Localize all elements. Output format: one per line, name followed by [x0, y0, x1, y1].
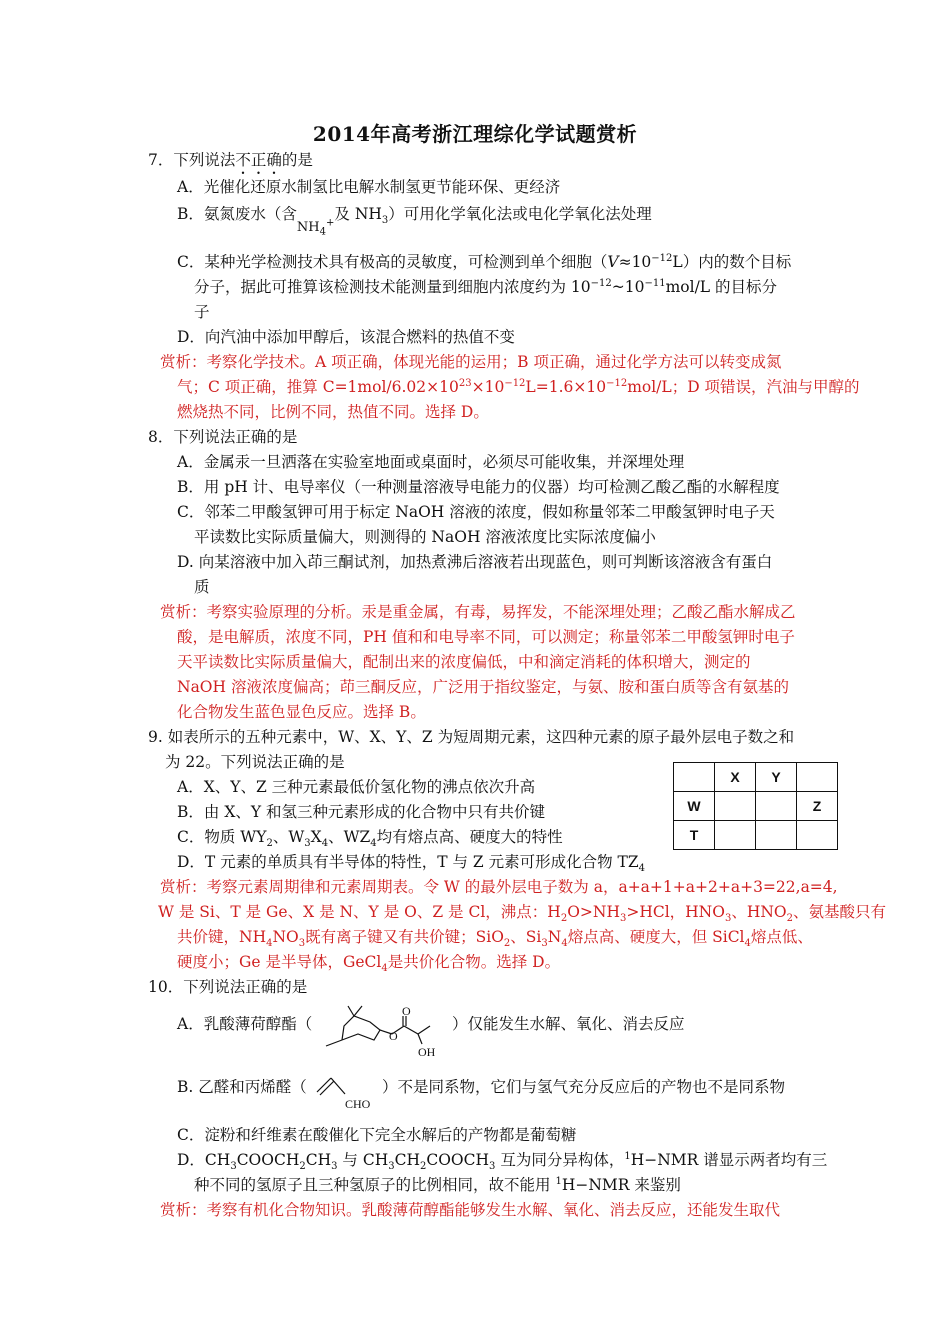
question-7-stem: 7．下列说法不正确的是 [148, 151, 313, 169]
table-row [674, 821, 838, 850]
page-title: 2014年高考浙江理综化学试题赏析 [312, 122, 638, 146]
q7-analysis-line3: 燃烧热不同，比例不同，热值不同。选择 D。 [177, 403, 489, 421]
table-cell [756, 792, 797, 821]
question-8-stem: 8．下列说法正确的是 [148, 428, 298, 446]
q8-option-c-line2: 平读数比实际质量偏大，则测得的 NaOH 溶液浓度比实际浓度偏小 [194, 528, 656, 546]
question-9-stem-line1: 9. 如表所示的五种元素中，W、X、Y、Z 为短周期元素，这四种元素的原子最外层电子数之和 [148, 728, 795, 746]
q7-option-c-line2: 分子，据此可推算该检测技术能测量到细胞内浓度约为 $10^{-12}\sim 10^{-11}mol/L$ 的目标分 [194, 277, 778, 296]
q9-analysis-line4: 硬度小；Ge 是半导体，GeCl$_4$是共价化合物。选择 D。 [177, 953, 561, 975]
q8-analysis-line5: 化合物发生蓝色显色反应。选择 B。 [177, 703, 426, 721]
q7-option-d: D．向汽油中添加甲醇后，该混合燃料的热值不变 [177, 328, 515, 346]
q8-analysis-line2: 酸，是电解质，浓度不同，PH 值和和电导率不同，可以测定；称量邻苯二甲酸氢钾时电子 [177, 628, 795, 646]
q7-option-b: B．氨氮废水（含$NH_4^+$及 $NH_3$）可用化学氧化法或电化学氧化法处理 [177, 205, 652, 238]
q8-option-a: A．金属汞一旦洒落在实验室地面或桌面时，必须尽可能收集，并深埋处理 [177, 453, 685, 471]
q9-option-c: C．物质 $WY_2$、$W_3X_4$、$WZ_4$均有熔点高、硬度大的特性 [177, 828, 563, 850]
question-9-stem-line2: 为 22。下列说法正确的是 [165, 753, 345, 771]
q10-analysis-line1: 赏析：考察有机化合物知识。乳酸薄荷醇酯能够发生水解、氧化、消去反应，还能发生取代 [160, 1201, 781, 1219]
q8-analysis-line1: 赏析：考察实验原理的分析。汞是重金属，有毒，易挥发，不能深埋处理；乙酸乙酯水解成乙 [160, 603, 796, 621]
q10-option-a-label: A．乳酸薄荷醇酯（ [177, 1015, 313, 1033]
q10-option-c: C．淀粉和纤维素在酸催化下完全水解后的产物都是葡萄糖 [177, 1126, 577, 1144]
ester-o-label: O [389, 1029, 398, 1043]
q10-option-b-label: B. 乙醛和丙烯醛（ [177, 1078, 307, 1096]
q10-option-b-text: ）不是同系物，它们与氢气充分反应后的产物也不是同系物 [382, 1078, 786, 1096]
carbonyl-o-label: O [402, 1004, 411, 1018]
table-row [674, 792, 838, 821]
q8-option-d-line1: D. 向某溶液中加入茚三酮试剂，加热煮沸后溶液若出现蓝色，则可判断该溶液含有蛋白 [177, 553, 773, 571]
table-cell [715, 792, 756, 821]
q8-option-b: B．用 pH 计、电导率仪（一种测量溶液导电能力的仪器）均可检测乙酸乙酯的水解程度 [177, 478, 780, 496]
q7-option-c-line3: 子 [194, 303, 210, 321]
table-cell: T [674, 821, 715, 850]
table-cell [797, 763, 838, 792]
hydroxyl-label: OH [418, 1045, 436, 1059]
q9-analysis-line1: 赏析：考察元素周期律和元素周期表。令 W 的最外层电子数为 a，a+a+1+a+2+a+3=22,a=4, [160, 878, 838, 896]
table-cell [674, 763, 715, 792]
q9-option-d: D．T 元素的单质具有半导体的特性，T 与 Z 元素可形成化合物 $TZ_4$ [177, 853, 645, 875]
q10-option-a-text: ）仅能发生水解、氧化、消去反应 [452, 1015, 685, 1033]
table-cell [797, 821, 838, 850]
q10-option-d-line1: D．$CH_3COOCH_2CH_3$ 与 $CH_3CH_2COOCH_3$ 互为同分异构体，$^1$H−NMR 谱显示两者均有三 [177, 1150, 828, 1173]
table-cell [756, 821, 797, 850]
acrolein-structure [313, 1072, 385, 1116]
periodic-table-fragment [673, 762, 838, 850]
q8-analysis-line4: NaOH 溶液浓度偏高；茚三酮反应，广泛用于指纹鉴定，与氨、胺和蛋白质等含有氨基的 [177, 678, 789, 696]
table-cell: Z [797, 792, 838, 821]
q9-analysis-line2: W 是 Si、T 是 Ge、X 是 N、Y 是 O、Z 是 Cl，沸点：$H_2O>NH_3>HCl$，$HNO_3$、$HNO_2$、氨基酸只有 [158, 903, 887, 925]
table-cell: X [715, 763, 756, 792]
question-10-stem: 10．下列说法正确的是 [148, 978, 308, 996]
menthyl-lactate-structure [322, 1004, 452, 1064]
q8-analysis-line3: 天平读数比实际质量偏大，配制出来的浓度偏低，中和滴定消耗的体积增大，测定的 [177, 653, 751, 671]
q9-analysis-line3: 共价键，$NH_4NO_3$既有离子键又有共价键；SiO$_2$、$Si_3N_4$熔点高、硬度大，但 SiCl$_4$熔点低、 [177, 928, 813, 950]
q7-analysis-line2: 气；C 项正确，推算 $C=1mol/6.02\times 10^{23}\times 10^{-12}L=1.6\times 10^{-12}mol/L$；D 项错误，汽油与甲醇的 [177, 377, 860, 396]
q8-option-d-line2: 质 [194, 578, 210, 596]
aldehyde-label: CHO [345, 1097, 371, 1111]
q9-option-b: B．由 X、Y 和氢三种元素形成的化合物中只有共价键 [177, 803, 546, 821]
q8-option-c-line1: C．邻苯二甲酸氢钾可用于标定 NaOH 溶液的浓度，假如称量邻苯二甲酸氢钾时电子天 [177, 503, 775, 521]
q7-option-c-line1: C．某种光学检测技术具有极高的灵敏度，可检测到单个细胞$(V\approx 10^{-12}L)$内的数个目标 [177, 252, 792, 271]
table-cell: W [674, 792, 715, 821]
table-row [674, 763, 838, 792]
q7-analysis-line1: 赏析：考察化学技术。A 项正确，体现光能的运用；B 项正确，通过化学方法可以转变成氮 [160, 353, 782, 371]
table-cell: Y [756, 763, 797, 792]
table-cell [715, 821, 756, 850]
q7-option-a: A．光催化还原水制氢比电解水制氢更节能环保、更经济 [177, 178, 561, 196]
q10-option-d-line2: 种不同的氢原子且三种氢原子的比例相同，故不能用 $^1$H−NMR 来鉴别 [194, 1175, 681, 1194]
q9-option-a: A．X、Y、Z 三种元素最低价氢化物的沸点依次升高 [177, 778, 536, 796]
